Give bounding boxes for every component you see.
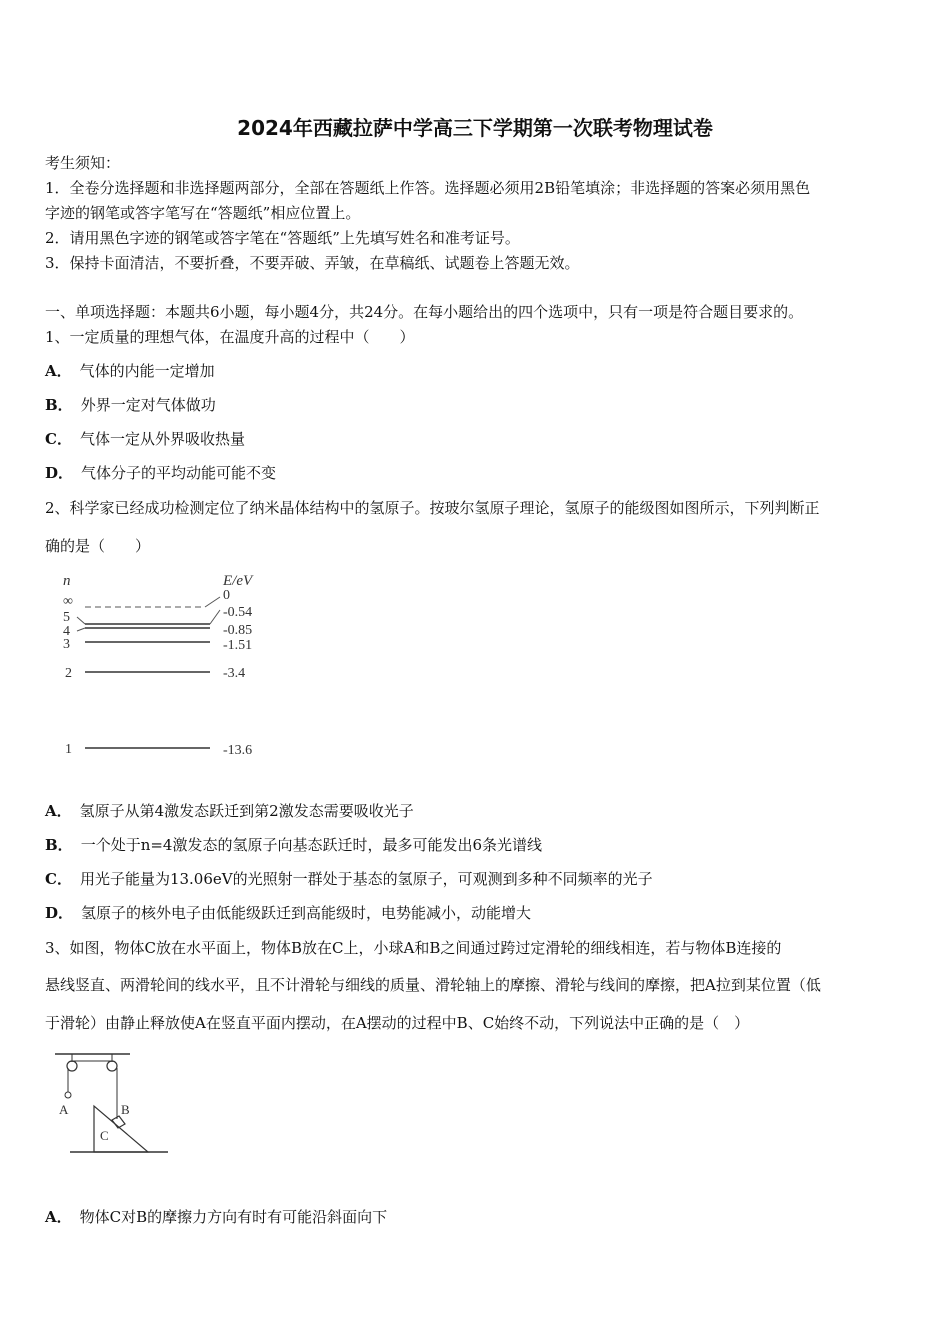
notice-item-3: 3．保持卡面清洁，不要折叠，不要弄破、弄皱，在草稿纸、试题卷上答题无效。	[45, 254, 580, 272]
q3-stem-line2: 悬线竖直、两滑轮间的线水平，且不计滑轮与细线的质量、滑轮轴上的摩擦、滑轮与线间的摩擦，把A拉到某位置（低	[45, 976, 821, 994]
section-heading: 一、单项选择题：本题共6小题，每小题4分，共24分。在每小题给出的四个选项中，只有一项是符合题目要求的。	[45, 303, 804, 321]
level-n-3: 3	[63, 637, 70, 652]
energy-level-diagram	[55, 565, 285, 765]
q2-stem-line1: 2、科学家已经成功检测定位了纳米晶体结构中的氢原子。按玻尔氢原子理论，氢原子的能级图如图所示，下列判断正	[45, 499, 820, 517]
q2-option-c: C． 用光子能量为13.06eV的光照射一群处于基态的氢原子，可观测到多种不同频率的光子	[45, 870, 653, 888]
notice-item-1: 1．全卷分选择题和非选择题两部分，全部在答题纸上作答。选择题必须用2B铅笔填涂；非选择题的答案必须用黑色	[45, 179, 811, 197]
pulley-right	[107, 1061, 117, 1071]
q1-option-d: D． 气体分子的平均动能可能不变	[45, 464, 277, 482]
pointer-line-inf	[205, 597, 220, 607]
level-e-1: -13.6	[223, 743, 253, 758]
level-n-5: 5	[63, 610, 70, 625]
level-n-4: 4	[63, 624, 70, 639]
level-n-2: 2	[65, 666, 72, 681]
label-c: C	[100, 1128, 109, 1143]
page-title: 2024年西藏拉萨中学高三下学期第一次联考物理试卷	[237, 116, 713, 140]
level-e-3: -1.51	[223, 638, 253, 653]
label-a: A	[59, 1102, 69, 1117]
q1-stem: 1、一定质量的理想气体，在温度升高的过程中（ ）	[45, 328, 415, 346]
n-axis-label: n	[63, 573, 71, 589]
energy-axis-label: E/eV	[223, 573, 253, 589]
q2-option-b: B． 一个处于n=4激发态的氢原子向基态跃迁时，最多可能发出6条光谱线	[45, 836, 543, 854]
q1-option-c: C． 气体一定从外界吸收热量	[45, 430, 245, 448]
level-e-5: -0.54	[223, 605, 253, 620]
level-n-1: 1	[65, 742, 72, 757]
q1-option-a: A． 气体的内能一定增加	[45, 362, 215, 380]
q2-option-d: D． 氢原子的核外电子由低能级跃迁到高能级时，电势能减小，动能增大	[45, 904, 532, 922]
level-line-4	[77, 628, 85, 631]
pulley-diagram	[50, 1048, 180, 1158]
level-e-4: -0.85	[223, 623, 253, 638]
level-line-5	[77, 617, 85, 624]
q3-stem-line3: 于滑轮）由静止释放使A在竖直平面内摆动，在A摆动的过程中B、C始终不动，下列说法中正确的是（ ）	[45, 1014, 750, 1032]
notice-item-2: 2．请用黑色字迹的钢笔或答字笔在“答题纸”上先填写姓名和准考证号。	[45, 229, 520, 247]
q2-option-a: A． 氢原子从第4激发态跃迁到第2激发态需要吸收光子	[45, 802, 414, 820]
pointer-line-5	[210, 610, 220, 624]
notice-item-1-cont: 字迹的钢笔或答字笔写在“答题纸”相应位置上。	[45, 204, 361, 222]
level-e-2: -3.4	[223, 666, 246, 681]
level-n-inf: ∞	[63, 594, 73, 609]
level-e-inf: 0	[223, 588, 230, 603]
ball-a	[65, 1092, 71, 1098]
label-b: B	[121, 1102, 130, 1117]
q3-stem-line1: 3、如图，物体C放在水平面上，物体B放在C上，小球A和B之间通过跨过定滑轮的细线相连，若与物体B连接的	[45, 939, 782, 957]
notice-heading: 考生须知：	[45, 154, 121, 172]
q1-option-b: B． 外界一定对气体做功	[45, 396, 216, 414]
q3-option-a: A． 物体C对B的摩擦力方向有时有可能沿斜面向下	[45, 1208, 388, 1226]
q2-stem-line2: 确的是（ ）	[45, 537, 151, 555]
